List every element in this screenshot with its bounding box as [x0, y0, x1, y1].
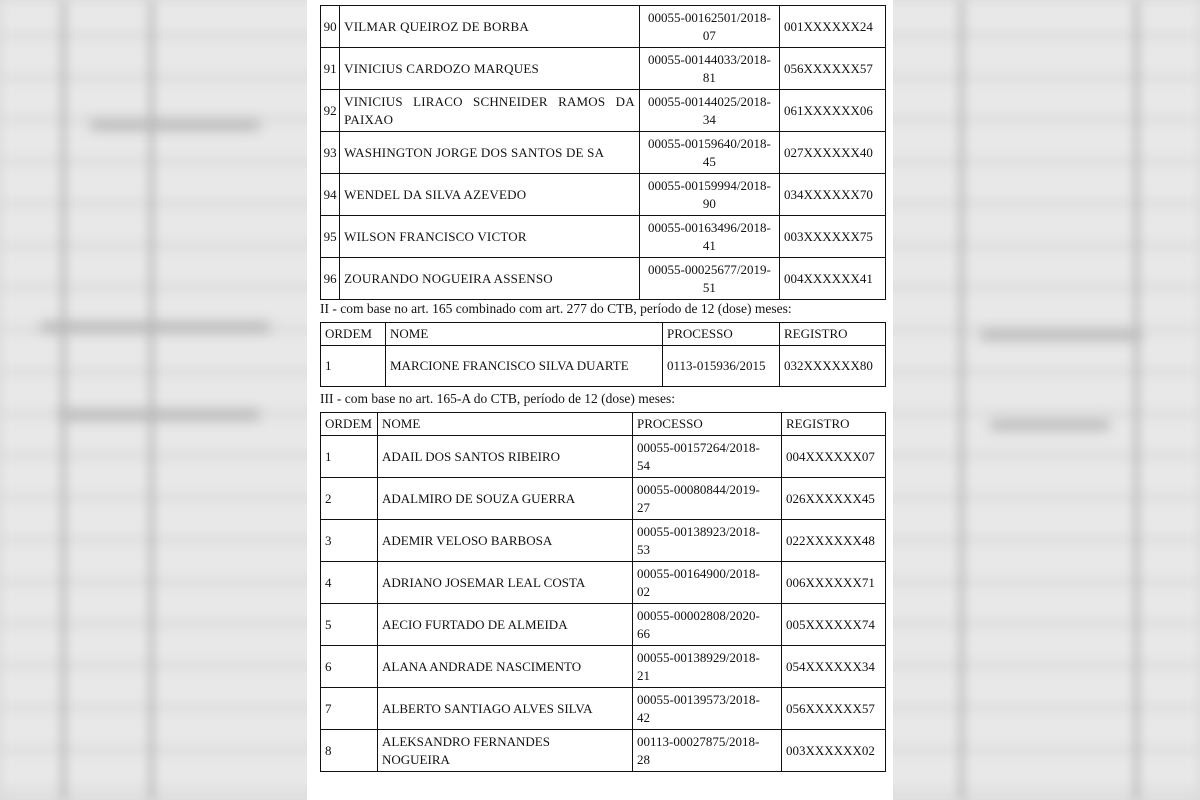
row-registration: 022XXXXXX48: [782, 520, 886, 562]
row-number: 91: [321, 48, 340, 90]
row-registration: 003XXXXXX02: [782, 730, 886, 772]
table-row: [321, 562, 886, 604]
row-number: 94: [321, 174, 340, 216]
row-name: ALANA ANDRADE NASCIMENTO: [378, 646, 633, 688]
table-row: [321, 646, 886, 688]
row-process: 00055-00162501/2018- 07: [639, 6, 779, 48]
row-registration: 032XXXXXX80: [780, 346, 886, 387]
row-registration: 001XXXXXX24: [780, 6, 886, 48]
row-ordem: 3: [321, 520, 378, 562]
row-registration: 061XXXXXX06: [780, 90, 886, 132]
row-name: ADAIL DOS SANTOS RIBEIRO: [378, 436, 633, 478]
row-process: 00055-00164900/2018- 02: [633, 562, 782, 604]
row-process: 00055-00144033/2018- 81: [639, 48, 779, 90]
row-name: WASHINGTON JORGE DOS SANTOS DE SA: [340, 132, 640, 174]
row-process: 0113-015936/2015: [663, 346, 780, 387]
row-name: MARCIONE FRANCISCO SILVA DUARTE: [386, 346, 663, 387]
row-name: VINICIUS CARDOZO MARQUES: [340, 48, 640, 90]
row-registration: 056XXXXXX57: [780, 48, 886, 90]
row-registration: 005XXXXXX74: [782, 604, 886, 646]
row-name: AECIO FURTADO DE ALMEIDA: [378, 604, 633, 646]
header-ordem: ORDEM: [321, 413, 378, 436]
row-name: VINICIUS LIRACO SCHNEIDER RAMOS DA PAIXAO: [340, 90, 640, 132]
row-registration: 054XXXXXX34: [782, 646, 886, 688]
row-process: 00055-00002808/2020- 66: [633, 604, 782, 646]
row-process: 00055-00139573/2018- 42: [633, 688, 782, 730]
row-process: 00055-00138923/2018- 53: [633, 520, 782, 562]
row-process: 00055-00159640/2018- 45: [639, 132, 779, 174]
row-name: ZOURANDO NOGUEIRA ASSENSO: [340, 258, 640, 300]
section-2-caption: II - com base no art. 165 combinado com art. 277 do CTB, período de 12 (dose) meses:: [320, 301, 792, 316]
row-name: WENDEL DA SILVA AZEVEDO: [340, 174, 640, 216]
header-ordem: ORDEM: [321, 323, 386, 346]
row-number: 92: [321, 90, 340, 132]
row-name: ALEKSANDRO FERNANDES NOGUEIRA: [378, 730, 633, 772]
row-registration: 034XXXXXX70: [780, 174, 886, 216]
row-name: ADALMIRO DE SOUZA GUERRA: [378, 478, 633, 520]
document-page: [307, 0, 893, 800]
row-ordem: 6: [321, 646, 378, 688]
row-process: 00055-00159994/2018- 90: [639, 174, 779, 216]
row-registration: 056XXXXXX57: [782, 688, 886, 730]
row-number: 90: [321, 6, 340, 48]
row-name: ADRIANO JOSEMAR LEAL COSTA: [378, 562, 633, 604]
table-row: [321, 604, 886, 646]
row-ordem: 1: [321, 436, 378, 478]
row-ordem: 7: [321, 688, 378, 730]
table-header-row: [321, 413, 886, 436]
table-row: [321, 520, 886, 562]
row-ordem: 4: [321, 562, 378, 604]
row-ordem: 8: [321, 730, 378, 772]
table-row: [321, 216, 886, 258]
section-3-caption: III - com base no art. 165-A do CTB, período de 12 (dose) meses:: [320, 391, 676, 406]
table-row: [321, 174, 886, 216]
row-registration: 004XXXXXX07: [782, 436, 886, 478]
blurred-text-line: [40, 322, 270, 332]
header-registro: REGISTRO: [782, 413, 886, 436]
row-process: 00055-00157264/2018- 54: [633, 436, 782, 478]
table-section-3: [320, 412, 886, 772]
blurred-text-line: [90, 120, 260, 130]
header-registro: REGISTRO: [780, 323, 886, 346]
table-row: [321, 6, 886, 48]
row-registration: 027XXXXXX40: [780, 132, 886, 174]
blurred-text-line: [980, 330, 1140, 340]
row-number: 95: [321, 216, 340, 258]
row-registration: 004XXXXXX41: [780, 258, 886, 300]
blurred-column-line: [1135, 0, 1138, 800]
header-nome: NOME: [386, 323, 663, 346]
row-name: ADEMIR VELOSO BARBOSA: [378, 520, 633, 562]
row-process: 00113-00027875/2018- 28: [633, 730, 782, 772]
table-row: [321, 48, 886, 90]
row-process: 00055-00138929/2018- 21: [633, 646, 782, 688]
blurred-text-line: [990, 420, 1110, 430]
row-process: 00055-00163496/2018- 41: [639, 216, 779, 258]
row-name: ALBERTO SANTIAGO ALVES SILVA: [378, 688, 633, 730]
table-row: [321, 436, 886, 478]
row-registration: 003XXXXXX75: [780, 216, 886, 258]
table-row: [321, 478, 886, 520]
header-processo: PROCESSO: [663, 323, 780, 346]
blurred-column-line: [960, 0, 963, 800]
row-process: 00055-00144025/2018- 34: [639, 90, 779, 132]
table-section-2: [320, 322, 886, 387]
row-ordem: 1: [321, 346, 386, 387]
table-row: [321, 258, 886, 300]
row-process: 00055-00025677/2019- 51: [639, 258, 779, 300]
row-ordem: 5: [321, 604, 378, 646]
header-processo: PROCESSO: [633, 413, 782, 436]
table-section-1: [320, 5, 886, 300]
row-number: 93: [321, 132, 340, 174]
table-row: [321, 90, 886, 132]
row-registration: 006XXXXXX71: [782, 562, 886, 604]
header-nome: NOME: [378, 413, 633, 436]
row-process: 00055-00080844/2019- 27: [633, 478, 782, 520]
row-registration: 026XXXXXX45: [782, 478, 886, 520]
row-name: WILSON FRANCISCO VICTOR: [340, 216, 640, 258]
table-header-row: [321, 323, 886, 346]
table-row: [321, 346, 886, 387]
blurred-column-line: [62, 0, 65, 800]
table-row: [321, 688, 886, 730]
row-name: VILMAR QUEIROZ DE BORBA: [340, 6, 640, 48]
table-row: [321, 730, 886, 772]
row-ordem: 2: [321, 478, 378, 520]
blurred-text-line: [60, 410, 260, 420]
table-row: [321, 132, 886, 174]
row-number: 96: [321, 258, 340, 300]
